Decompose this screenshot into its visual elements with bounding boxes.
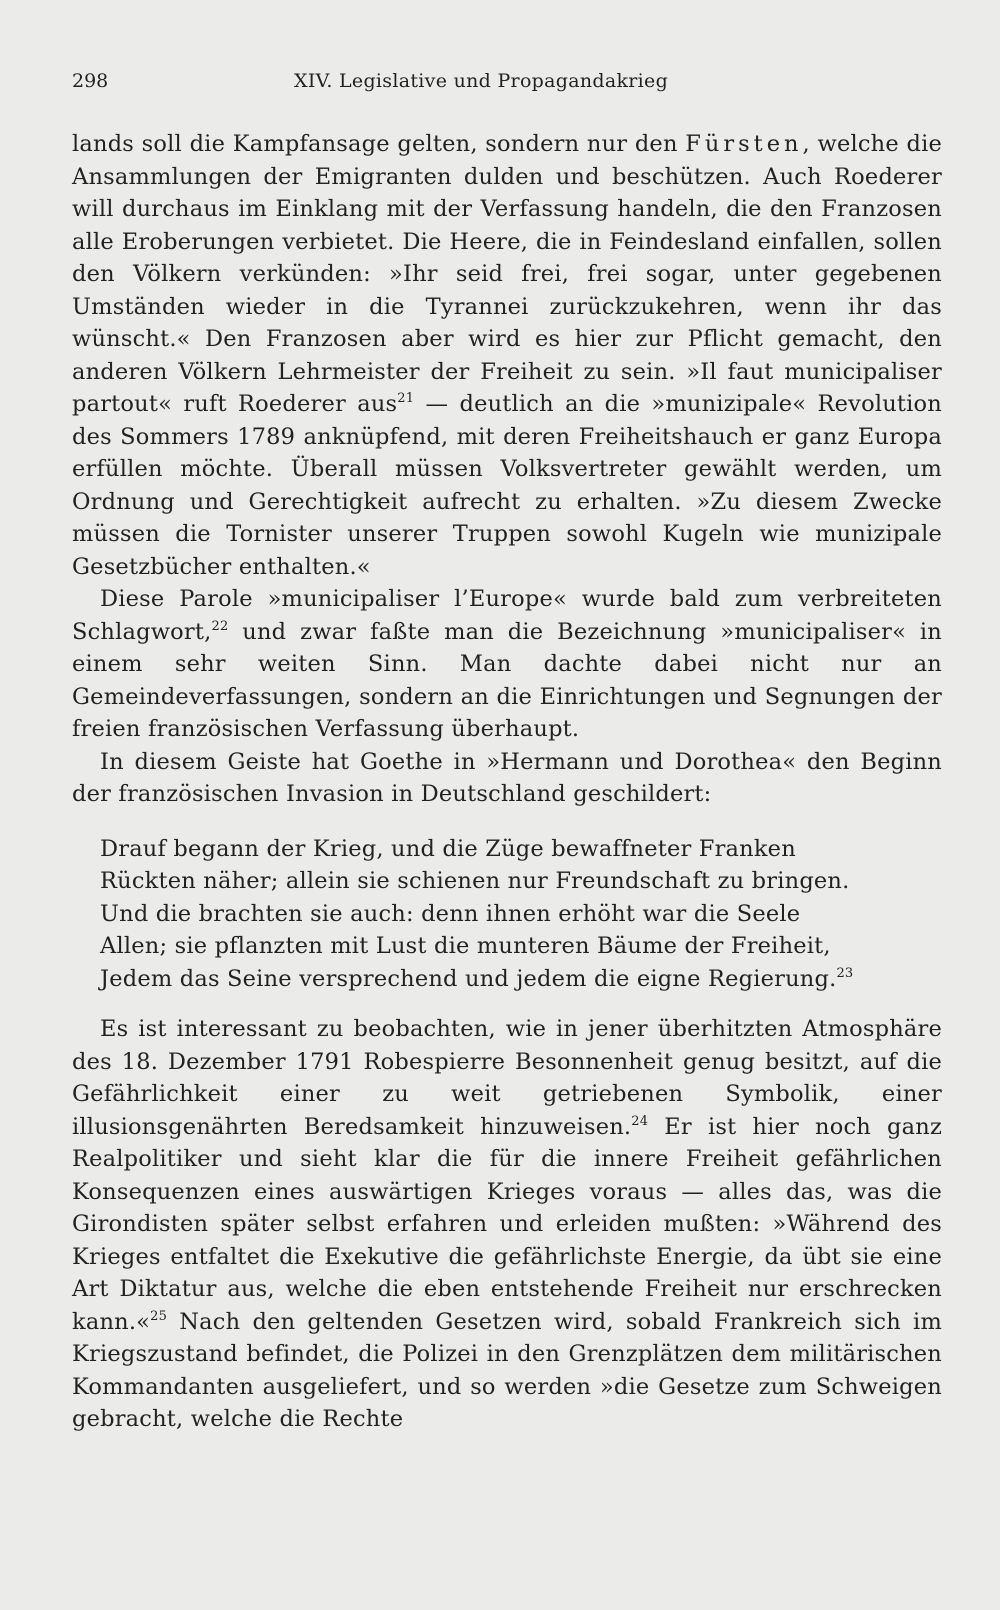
verse-line: Und die brachten sie auch: denn ihnen erhöht war die Seele <box>100 900 801 927</box>
page-header <box>72 70 942 100</box>
verse-quote <box>100 833 942 996</box>
text-segment: lands soll die Kampfansage gelten, sondern nur den <box>72 131 686 157</box>
text-segment: Es ist interessant zu beobachten, wie in jener überhitzten Atmosphäre des 18. Dezember 1791 Robespierre Besonnenheit genug besitzt, auf die Gefährlichkeit einer zu weit getriebenen Symbolik, einer illusionsgenährten Beredsamkeit hinzuweisen. <box>72 1016 942 1140</box>
page-number: 298 <box>72 70 109 92</box>
paragraph-1 <box>72 128 942 583</box>
body-text <box>72 128 942 1436</box>
paragraph-2 <box>72 583 942 746</box>
text-segment: und zwar faßte man die Bezeichnung »municipaliser« in einem sehr weiten Sinn. Man dachte dabei nicht nur an Gemeindeverfassungen, sondern an die Einrichtungen und Segnungen der freien französischen Verfassung überhaupt. <box>72 618 942 742</box>
paragraph-3: In diesem Geiste hat Goethe in »Hermann und Dorothea« den Beginn der französischen Invasion in Deutschland geschildert: <box>72 748 942 807</box>
text-segment: Diese Parole »municipaliser l’Europe« wurde bald zum verbreiteten Schlagwort, <box>72 586 942 645</box>
verse-line: Drauf begann der Krieg, und die Züge bewaffneter Franken <box>100 835 796 862</box>
footnote-ref: 22 <box>211 618 229 634</box>
verse-line: Rückten näher; allein sie schienen nur Freundschaft zu bringen. <box>100 868 850 894</box>
footnote-ref: 23 <box>836 965 854 981</box>
text-segment: , welche die Ansammlungen der Emigranten dulden und beschützen. Auch Roederer will durchaus im Einklang mit der Verfassung handeln, die den Franzosen alle Eroberungen verbietet. Die Heere, die in Feindesland einfallen, sollen den Völkern verkünden: »Ihr seid frei, frei sogar, unter gegebenen Umständen wieder in die Tyrannei zurückzukehren, wenn ihr das wünscht.« Den Franzosen aber wird es hier zur Pflicht gemacht, den anderen Völkern Lehrmeister der Freiheit zu sein. »Il faut municipaliser partout« ruft Roederer aus <box>72 131 943 417</box>
running-head: XIV. Legislative und Propagandakrieg <box>294 70 669 92</box>
text-segment: — deutlich an die »munizipale« Revolution des Sommers 1789 anknüpfend, mit deren Freiheitshauch er ganz Europa erfüllen möchte. Überall müssen Volksvertreter gewählt werden, um Ordnung und Gerechtigkeit aufrecht zu erhalten. »Zu diesem Zwecke müssen die Tornister unserer Truppen sowohl Kugeln wie munizipale Gesetzbücher enthalten.« <box>72 391 942 580</box>
footnote-ref: 24 <box>631 1113 649 1129</box>
text-segment: Nach den geltenden Gesetzen wird, sobald Frankreich sich im Kriegszustand befindet, die Polizei in den Grenzplätzen dem militärischen Kommandanten ausgeliefert, und so werden »die Gesetze zum Schweigen gebracht, welche die Rechte <box>72 1308 942 1432</box>
footnote-ref: 21 <box>397 391 415 406</box>
verse-line: Allen; sie pflanzten mit Lust die munteren Bäume der Freiheit, <box>100 933 831 959</box>
footnote-ref: 25 <box>150 1308 168 1324</box>
paragraph-4 <box>72 1013 942 1436</box>
verse-line <box>100 963 942 996</box>
text-segment: Er ist hier noch ganz Realpolitiker und sieht klar die für die innere Freiheit gefährlichen Konsequenzen eines auswärtigen Krieges voraus — alles das, was die Girondisten später selbst erfahren und erleiden mußten: »Während des Krieges entfaltet die Exekutive die gefährlichste Energie, da übt sie eine Art Diktatur aus, welche die eben entstehende Freiheit nur erschrecken kann.« <box>72 1113 942 1335</box>
text-segment: Jedem das Seine versprechend und jedem die eigne Regierung. <box>100 965 837 992</box>
spaced-emphasis: Fürsten <box>685 131 803 157</box>
